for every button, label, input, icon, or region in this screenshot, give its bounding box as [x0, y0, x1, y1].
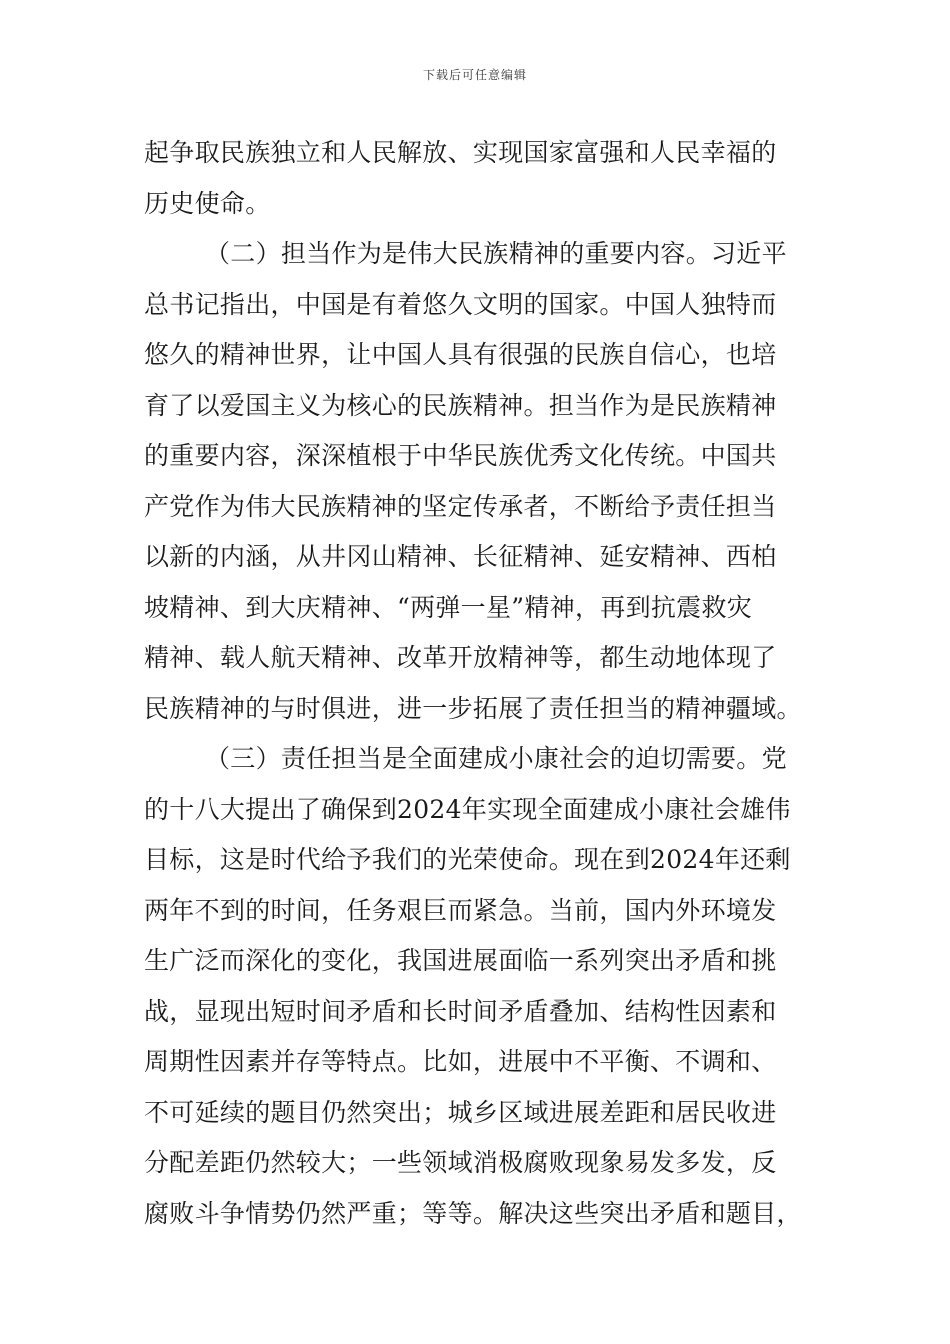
text-line: 周期性因素并存等特点。比如，进展中不平衡、不调和、 [144, 1047, 777, 1076]
text-line: 的十八大提出了确保到2024年实现全面建成小康社会雄伟 [144, 794, 791, 824]
text-line: 以新的内涵，从井冈山精神、长征精神、延安精神、西柏 [144, 542, 777, 571]
paragraph-first-line: （三）责任担当是全面建成小康社会的迫切需要。党 [205, 744, 787, 773]
text-line: 历史使命。 [144, 188, 271, 218]
text-line: 两年不到的时间，任务艰巨而紧急。当前，国内外环境发 [144, 895, 777, 925]
text-line: 民族精神的与时俱进，进一步拓展了责任担当的精神疆域。 [144, 693, 802, 723]
text-line: 总书记指出，中国是有着悠久文明的国家。中国人独特而 [144, 289, 777, 319]
text-line: 不可延续的题目仍然突出；城乡区域进展差距和居民收进 [144, 1097, 777, 1127]
paragraph-first-line: （二）担当作为是伟大民族精神的重要内容。习近平 [205, 239, 787, 268]
text-line: 育了以爱国主义为核心的民族精神。担当作为是民族精神 [144, 390, 777, 420]
text-line: 的重要内容，深深植根于中华民族优秀文化传统。中国共 [144, 441, 777, 470]
document-body [144, 128, 804, 1239]
page-header: 下载后可任意编辑 [422, 68, 527, 82]
text-line: 悠久的精神世界，让中国人具有很强的民族自信心，也培 [144, 340, 777, 369]
text-line: 分配差距仍然较大；一些领域消极腐败现象易发多发，反 [144, 1148, 777, 1177]
text-line: 生广泛而深化的变化，我国进展面临一系列突出矛盾和挑 [144, 946, 777, 975]
text-line: 产党作为伟大民族精神的坚定传承者，不断给予责任担当 [144, 491, 777, 521]
text-line: 目标，这是时代给予我们的光荣使命。现在到2024年还剩 [144, 845, 791, 874]
text-line: 坡精神、到大庆精神、“两弹一星”精神，再到抗震救灾 [144, 592, 753, 622]
text-line: 精神、载人航天精神、改革开放精神等，都生动地体现了 [144, 643, 777, 672]
text-line: 战，显现出短时间矛盾和长时间矛盾叠加、结构性因素和 [144, 996, 777, 1026]
text-line: 腐败斗争情势仍然严重；等等。解决这些突出矛盾和题目， [144, 1198, 802, 1228]
text-line: 起争取民族独立和人民解放、实现国家富强和人民幸福的 [144, 138, 777, 167]
